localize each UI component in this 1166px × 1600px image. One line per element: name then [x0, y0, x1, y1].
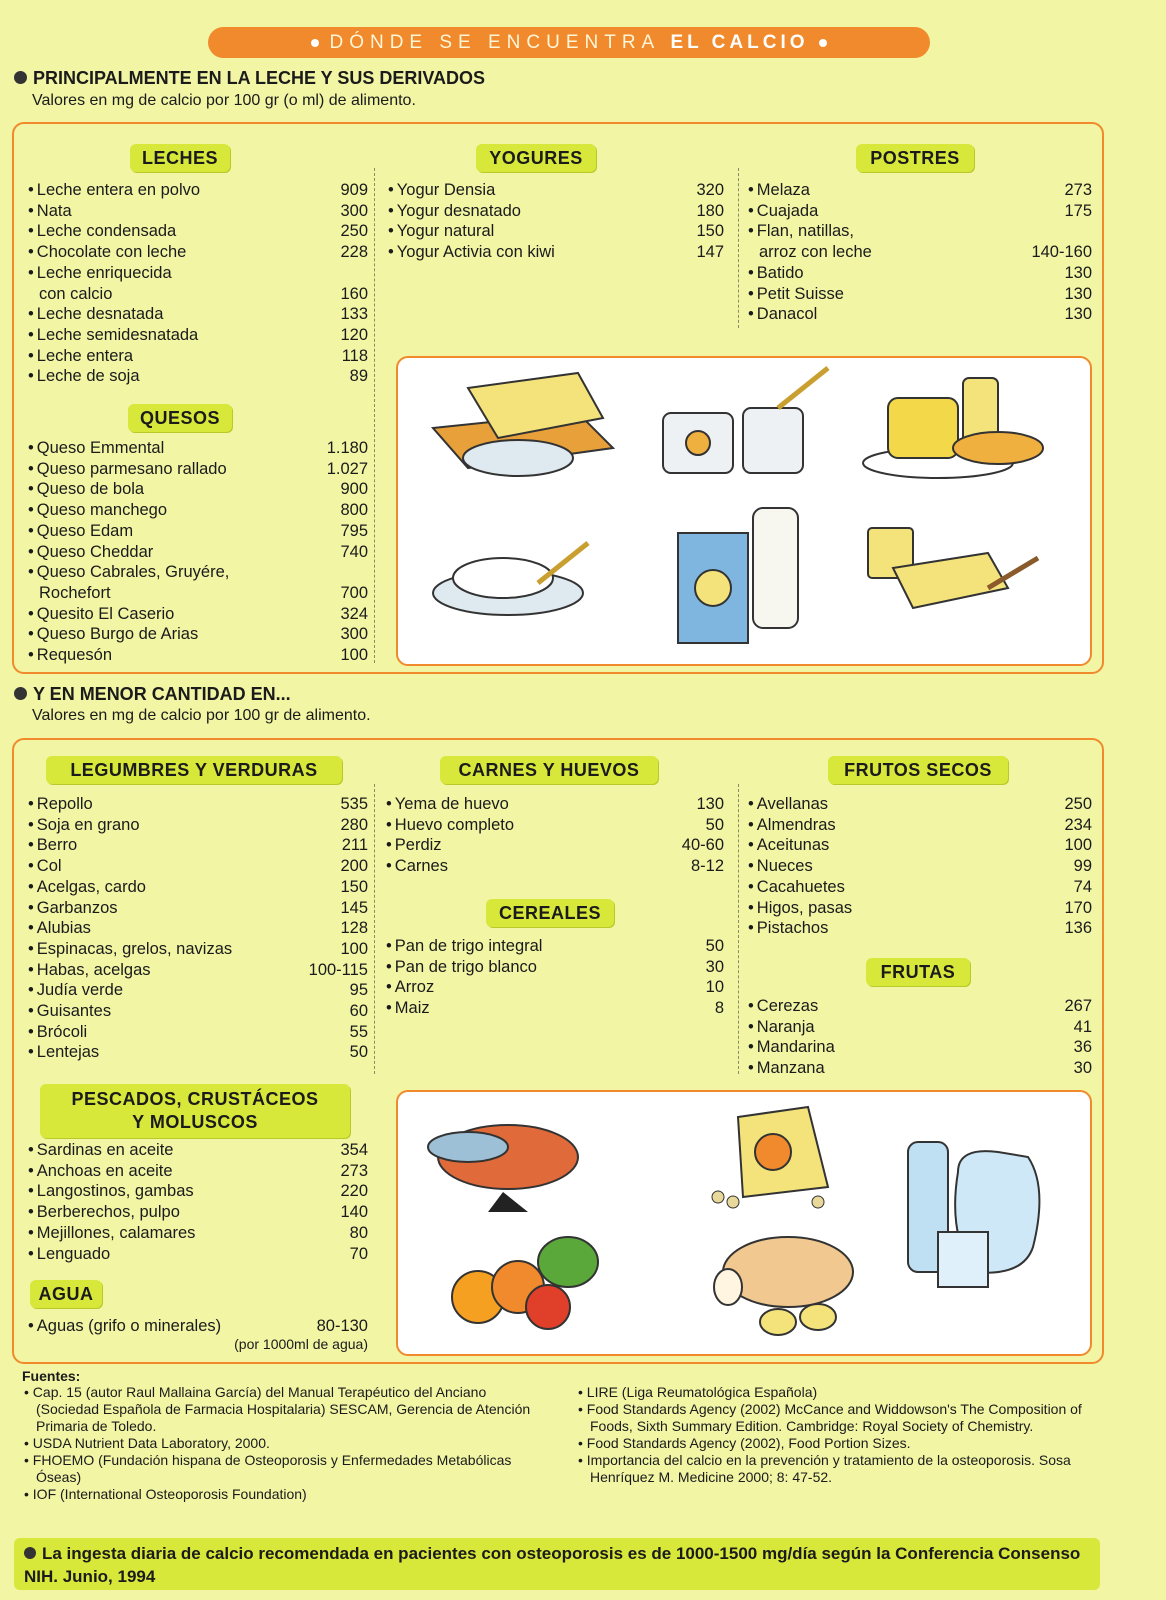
list-item	[28, 1316, 368, 1337]
food-name: • Perdiz	[386, 835, 442, 856]
calcium-value: 30	[705, 957, 724, 976]
section2-subtitle: Valores en mg de calcio por 100 gr de alimento.	[32, 707, 371, 724]
section1-subtitle: Valores en mg de calcio por 100 gr (o ml) de alimento.	[32, 92, 416, 109]
food-name: • Yogur Activia con kiwi	[388, 242, 555, 263]
list-item	[748, 898, 1092, 919]
calcium-value: 320	[696, 181, 724, 199]
food-name: • Queso Edam	[28, 521, 133, 542]
food-name: • Habas, acelgas	[28, 960, 151, 981]
calcium-value: 130	[696, 795, 724, 813]
source-item: • LIRE (Liga Reumatológica Española)	[578, 1384, 1098, 1401]
postres-title: POSTRES	[856, 144, 974, 172]
title-bold: EL CALCIO	[670, 32, 809, 53]
title-light: DÓNDE SE ENCUENTRA	[329, 32, 660, 53]
calcium-value: 211	[341, 836, 368, 855]
list-item	[28, 438, 368, 459]
calcium-value	[362, 263, 368, 284]
list-item	[748, 284, 1092, 305]
calcium-value: 140-160	[1031, 243, 1092, 262]
food-name: • Queso Cabrales, Gruyére,	[28, 562, 229, 583]
calcium-value: 300	[340, 201, 368, 220]
list-item	[748, 815, 1092, 836]
pescados-title	[40, 1084, 350, 1138]
food-name: • Aceitunas	[748, 835, 829, 856]
calcium-value	[362, 562, 368, 583]
food-name: • Alubias	[28, 918, 91, 939]
list-item	[28, 1223, 368, 1244]
calcium-value: 234	[1064, 815, 1092, 834]
list-item	[28, 304, 368, 325]
food-name: • Arroz	[386, 977, 434, 998]
source-item: • Food Standards Agency (2002) McCance and Widdowson's The Composition of Foods, Sixth Summary Edition. Cambridge: Royal Society of Chemistry.	[578, 1401, 1098, 1435]
food-name: • Leche enriquecida	[28, 263, 172, 284]
calcium-value: 100	[1064, 836, 1092, 855]
food-name: • Repollo	[28, 794, 93, 815]
list-item	[28, 500, 368, 521]
food-name: Rochefort	[39, 583, 111, 602]
food-name: • Acelgas, cardo	[28, 877, 146, 898]
source-item: • Food Standards Agency (2002), Food Portion Sizes.	[578, 1435, 1098, 1452]
list-item	[28, 898, 368, 919]
food-name: • Huevo completo	[386, 815, 514, 836]
food-name: • Cuajada	[748, 201, 818, 222]
calcium-value: 89	[349, 367, 368, 386]
calcium-value: 535	[340, 795, 368, 813]
source-item: • IOF (International Osteoporosis Foundation)	[24, 1486, 544, 1503]
list-item	[386, 998, 724, 1019]
legumbres-title: LEGUMBRES Y VERDURAS	[46, 756, 342, 784]
food-name: • Maiz	[386, 998, 430, 1019]
food-name: • Judía verde	[28, 980, 123, 1001]
calcium-value: 145	[340, 898, 368, 917]
calcium-value: 136	[1064, 919, 1092, 938]
calcium-value	[1086, 221, 1092, 242]
food-name: • Batido	[748, 263, 804, 284]
calcium-value: 800	[340, 501, 368, 520]
food-name: • Quesito El Caserio	[28, 604, 174, 625]
food-name: • Flan, natillas,	[748, 221, 854, 242]
food-name: • Leche entera	[28, 346, 133, 367]
cereales-title: CEREALES	[486, 899, 614, 927]
food-name: • Nata	[28, 201, 72, 222]
list-item	[28, 918, 368, 939]
calcium-value: 700	[340, 583, 368, 602]
list-item	[28, 980, 368, 1001]
calcium-value: 250	[340, 222, 368, 241]
food-name: • Queso manchego	[28, 500, 167, 521]
food-name: • Espinacas, grelos, navizas	[28, 939, 232, 960]
calcium-value: 170	[1064, 898, 1092, 917]
calcium-value: 280	[340, 815, 368, 834]
food-name: • Avellanas	[748, 794, 828, 815]
list-item	[748, 996, 1092, 1017]
calcium-value: 160	[340, 284, 368, 303]
food-name: • Carnes	[386, 856, 448, 877]
list-item	[28, 939, 368, 960]
list-item	[748, 180, 1092, 201]
list-item	[386, 794, 724, 815]
list-item	[28, 1042, 368, 1063]
list-item	[28, 645, 368, 666]
list-item	[386, 815, 724, 836]
list-item	[28, 1001, 368, 1022]
list-item	[28, 201, 368, 222]
recommendation-footer	[14, 1538, 1100, 1590]
legumbres-list	[28, 794, 368, 1063]
calcium-value: 273	[340, 1161, 368, 1180]
list-item	[28, 604, 368, 625]
list-item	[388, 201, 724, 222]
calcium-value: 60	[349, 1002, 368, 1021]
food-name: • Berro	[28, 835, 77, 856]
food-name: • Cerezas	[748, 996, 818, 1017]
food-name: • Mandarina	[748, 1037, 835, 1058]
calcium-value: 354	[340, 1141, 368, 1159]
calcium-value: 150	[696, 222, 724, 241]
list-item	[28, 459, 368, 480]
calcium-value: 1.027	[326, 459, 368, 478]
food-name: • Leche de soja	[28, 366, 140, 387]
food-name: • Yema de huevo	[386, 794, 509, 815]
source-item: • Importancia del calcio en la prevención y tratamiento de la osteoporosis. Sosa Henríquez M. Medicine 2000; 8: 47-52.	[578, 1452, 1098, 1486]
frutas-title: FRUTAS	[866, 958, 970, 986]
calcium-value: 250	[1064, 795, 1092, 813]
list-item	[748, 918, 1092, 939]
calcium-value: 150	[340, 877, 368, 896]
list-item	[28, 1140, 368, 1161]
calcium-value: 118	[341, 346, 368, 365]
food-name: arroz con leche	[759, 243, 872, 262]
calcium-value: 50	[705, 815, 724, 834]
postres-list	[748, 180, 1092, 325]
calcium-value: 36	[1073, 1038, 1092, 1057]
calcium-value: 300	[340, 625, 368, 644]
list-item	[748, 263, 1092, 284]
list-item	[28, 960, 368, 981]
calcium-value: 80	[349, 1223, 368, 1242]
list-item	[748, 1017, 1092, 1038]
pescados-list	[28, 1140, 368, 1264]
food-name: • Queso Emmental	[28, 438, 164, 459]
list-item	[748, 877, 1092, 898]
food-name: • Aguas (grifo o minerales)	[28, 1316, 221, 1337]
food-name: • Mejillones, calamares	[28, 1223, 195, 1244]
list-item	[748, 201, 1092, 222]
list-item	[28, 542, 368, 563]
food-name: • Leche desnatada	[28, 304, 163, 325]
source-item: • USDA Nutrient Data Laboratory, 2000.	[24, 1435, 544, 1452]
list-item	[748, 856, 1092, 877]
list-item	[28, 856, 368, 877]
food-name: • Petit Suisse	[748, 284, 844, 305]
food-name: • Garbanzos	[28, 898, 118, 919]
agua-note: (por 1000ml de agua)	[234, 1336, 368, 1352]
list-item	[28, 877, 368, 898]
food-name: • Almendras	[748, 815, 836, 836]
list-item	[28, 794, 368, 815]
calcium-value: 324	[340, 604, 368, 623]
calcium-value: 1.180	[326, 439, 368, 457]
food-name: • Naranja	[748, 1017, 815, 1038]
frutas-list	[748, 996, 1092, 1079]
agua-title: AGUA	[30, 1280, 102, 1308]
food-name: • Melaza	[748, 180, 810, 201]
calcium-value: 100-115	[308, 960, 368, 979]
quesos-title: QUESOS	[128, 404, 232, 432]
calcium-value: 740	[340, 542, 368, 561]
column-divider	[738, 784, 739, 1074]
food-name: • Brócoli	[28, 1022, 87, 1043]
food-name: • Requesón	[28, 645, 112, 666]
calcium-value: 10	[705, 978, 724, 997]
list-item	[748, 1058, 1092, 1079]
calcium-value: 909	[340, 181, 368, 199]
calcium-value: 267	[1064, 997, 1092, 1015]
sources-right-list	[578, 1384, 1098, 1486]
food-name: • Yogur desnatado	[388, 201, 521, 222]
calcium-value: 100	[340, 939, 368, 958]
food-name: • Soja en grano	[28, 815, 140, 836]
list-item	[386, 856, 724, 877]
list-item	[28, 562, 368, 583]
food-name: • Chocolate con leche	[28, 242, 186, 263]
agua-list	[28, 1316, 368, 1337]
section2-heading: Y EN MENOR CANTIDAD EN...	[14, 684, 291, 705]
calcium-value: 140	[340, 1203, 368, 1222]
dot-icon	[819, 39, 827, 47]
calcium-value: 795	[340, 521, 368, 540]
list-item	[28, 1181, 368, 1202]
dot-icon	[311, 39, 319, 47]
list-item	[28, 1022, 368, 1043]
calcium-value: 95	[349, 981, 368, 1000]
calcium-value: 273	[1064, 181, 1092, 199]
list-item	[28, 263, 368, 284]
food-name: • Langostinos, gambas	[28, 1181, 194, 1202]
list-item	[28, 242, 368, 263]
leches-title: LECHES	[130, 144, 230, 172]
list-item	[748, 835, 1092, 856]
frutos-secos-list	[748, 794, 1092, 939]
food-name: • Queso Burgo de Arias	[28, 624, 198, 645]
calcium-value: 128	[340, 919, 368, 938]
food-name: • Leche semidesnatada	[28, 325, 198, 346]
list-item	[28, 835, 368, 856]
list-item	[28, 1244, 368, 1265]
yogures-title: YOGURES	[476, 144, 596, 172]
food-name: • Pan de trigo integral	[386, 936, 542, 957]
food-name: • Cacahuetes	[748, 877, 845, 898]
calcium-value: 30	[1073, 1059, 1092, 1078]
food-name: con calcio	[39, 284, 113, 303]
calcium-value: 120	[340, 325, 368, 344]
calcium-value: 130	[1064, 305, 1092, 324]
food-name: • Queso parmesano rallado	[28, 459, 227, 480]
column-divider	[738, 168, 739, 328]
sources-title: Fuentes:	[22, 1368, 81, 1384]
dairy-foods-image	[398, 358, 1090, 664]
pescados-title-line2: Y MOLUSCOS	[132, 1112, 258, 1132]
list-item	[28, 479, 368, 500]
food-name: • Yogur natural	[388, 221, 494, 242]
quesos-list	[28, 438, 368, 666]
calcium-value: 200	[340, 857, 368, 876]
calcium-value: 55	[349, 1022, 368, 1041]
list-item	[388, 242, 724, 263]
list-item	[28, 815, 368, 836]
list-item	[28, 521, 368, 542]
food-name: • Leche entera en polvo	[28, 180, 200, 201]
food-name: • Queso Cheddar	[28, 542, 153, 563]
sources-left-list	[24, 1384, 544, 1503]
food-name: • Lentejas	[28, 1042, 99, 1063]
list-item	[386, 957, 724, 978]
recommendation-text: La ingesta diaria de calcio recomendada en pacientes con osteoporosis es de 1000-1500 mg/día según la Conferencia Consenso NIH. Junio, 1994	[24, 1544, 1081, 1586]
list-item	[28, 624, 368, 645]
section1-heading: PRINCIPALMENTE EN LA LECHE Y SUS DERIVADOS	[14, 68, 485, 89]
food-name: • Danacol	[748, 304, 817, 325]
calcium-value: 228	[340, 243, 368, 262]
list-item	[748, 221, 1092, 242]
food-name: • Anchoas en aceite	[28, 1161, 173, 1182]
calcium-value: 130	[1064, 263, 1092, 282]
food-name: • Nueces	[748, 856, 813, 877]
list-item	[28, 180, 368, 201]
pescados-title-line1: PESCADOS, CRUSTÁCEOS	[71, 1089, 319, 1109]
other-foods-illustration	[396, 1090, 1092, 1356]
list-item	[28, 583, 368, 604]
food-name: • Yogur Densia	[388, 180, 495, 201]
other-foods-image	[398, 1092, 1090, 1354]
column-divider	[374, 784, 375, 1074]
dairy-illustration	[396, 356, 1092, 666]
food-name: • Manzana	[748, 1058, 825, 1079]
frutos-secos-title: FRUTOS SECOS	[828, 756, 1008, 784]
food-name: • Sardinas en aceite	[28, 1140, 173, 1161]
leches-list	[28, 180, 368, 387]
list-item	[28, 284, 368, 305]
cereales-list	[386, 936, 724, 1019]
calcium-value: 100	[340, 646, 368, 665]
list-item	[748, 794, 1092, 815]
calcium-value: 8	[714, 999, 724, 1018]
list-item	[386, 977, 724, 998]
calcium-value: 70	[349, 1244, 368, 1263]
calcium-value: 147	[696, 243, 724, 262]
calcium-value: 50	[349, 1043, 368, 1062]
list-item	[388, 221, 724, 242]
list-item	[388, 180, 724, 201]
list-item	[386, 936, 724, 957]
food-name: • Lenguado	[28, 1244, 110, 1265]
calcium-value: 8-12	[690, 857, 724, 876]
source-item: • FHOEMO (Fundación hispana de Osteoporosis y Enfermedades Metabólicas Óseas)	[24, 1452, 544, 1486]
carnes-title: CARNES Y HUEVOS	[440, 756, 658, 784]
yogures-list	[388, 180, 724, 263]
calcium-value: 180	[696, 201, 724, 220]
source-item: • Cap. 15 (autor Raul Mallaina García) del Manual Terapéutico del Anciano (Sociedad Española de Farmacia Hospitalaria) SESCAM, Gerencia de Atención Primaria de Toledo.	[24, 1384, 544, 1435]
carnes-list	[386, 794, 724, 877]
calcium-value: 133	[340, 305, 368, 324]
calcium-value: 80-130	[316, 1317, 368, 1335]
calcium-value: 900	[340, 480, 368, 499]
calcium-value: 50	[705, 937, 724, 955]
food-name: • Leche condensada	[28, 221, 176, 242]
list-item	[28, 346, 368, 367]
food-name: • Queso de bola	[28, 479, 144, 500]
column-divider	[374, 168, 375, 663]
calcium-value: 99	[1073, 857, 1092, 876]
calcium-value: 41	[1073, 1017, 1092, 1036]
calcium-value: 74	[1073, 877, 1092, 896]
list-item	[28, 325, 368, 346]
food-name: • Col	[28, 856, 62, 877]
calcium-value: 220	[340, 1182, 368, 1201]
calcium-value: 175	[1064, 201, 1092, 220]
list-item	[748, 242, 1092, 263]
list-item	[386, 835, 724, 856]
list-item	[28, 221, 368, 242]
food-name: • Higos, pasas	[748, 898, 852, 919]
food-name: • Pistachos	[748, 918, 828, 939]
page-title-banner	[208, 27, 930, 58]
list-item	[28, 1161, 368, 1182]
calcium-value: 40-60	[681, 836, 724, 855]
calcium-value: 130	[1064, 284, 1092, 303]
food-name: • Berberechos, pulpo	[28, 1202, 180, 1223]
list-item	[748, 304, 1092, 325]
food-name: • Pan de trigo blanco	[386, 957, 537, 978]
food-name: • Guisantes	[28, 1001, 111, 1022]
list-item	[748, 1037, 1092, 1058]
list-item	[28, 366, 368, 387]
list-item	[28, 1202, 368, 1223]
